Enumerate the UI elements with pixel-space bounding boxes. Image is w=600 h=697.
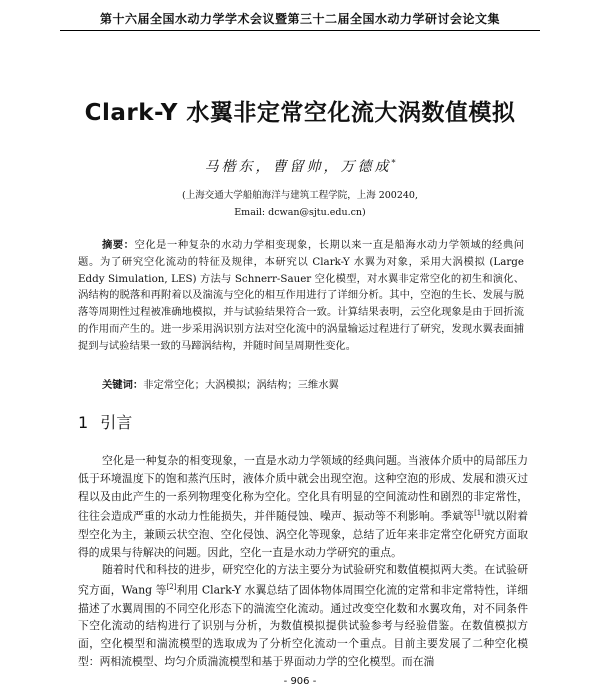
keywords (102, 376, 524, 391)
affiliation: (上海交通大学船舶海洋与建筑工程学院，上海 200240, (181, 190, 418, 201)
section-heading (78, 410, 132, 433)
corresponding-mark: * (391, 158, 396, 168)
section-number: 1 (78, 413, 89, 432)
keywords-label: 关键词： (102, 379, 144, 391)
citation-ref[interactable]: [2] (166, 583, 177, 592)
body-text (78, 452, 528, 671)
page-number: - 906 - (283, 676, 317, 687)
running-head: 第十六届全国水动力学学术会议暨第三十二届全国水动力学研讨会论文集 (60, 10, 540, 31)
abstract-label: 摘要： (102, 239, 135, 251)
keywords-text: 非定常空化；大涡模拟；涡结构；三维水翼 (143, 379, 339, 391)
paragraph-text: 就以附着型空化为主，兼顾云状空泡、空化侵蚀、涡空化等现象，总结了近年来非定常空化研究方面取得的成果与待解决的问题。因此，空化一直是水动力学研究的重点。 (78, 509, 529, 559)
paper-title: Clark-Y 水翼非定常空化流大涡数值模拟 (84, 100, 516, 126)
citation-ref[interactable]: [1] (474, 509, 484, 518)
abstract-text: 空化是一种复杂的水动力学相变现象，长期以来一直是船海水动力学领域的经典问题。为了研究空化流动的特征及规律，本研究以 Clark-Y 水翼为对象，采用大涡模拟 (Large Eddy Simulation, LES) 方法与 Schnerr-Sauer 空化模型，对水翼非定常空化的初生和演化、涡结构的脱落和再附着以及湍流与空化的相互作用进行了详细分析。其中，空泡的生长、发展与脱落等周期性过程被准确地模拟，并与试验结果符合一致。计算结果表明，云空化现象是由于回折流的作用而产生的。进一步采用涡识别方法对空化流中的涡量输运过程进行了研究，发现水翼表面捕捉到与试验结果一致的马蹄涡结构，并随时间呈周期性变化。 (78, 239, 525, 352)
author-names: 马楷东，曹留帅，万德成 (204, 159, 392, 175)
paragraph-text: 空化是一种复杂的相变现象，一直是水动力学领域的经典问题。当液体介质中的局部压力低于环境温度下的饱和蒸汽压时，液体介质中就会出现空泡。这种空泡的形成、发展和溃灭过程以及由此产生的一系列物理变化称为空化。空化具有明显的空间流动性和剧烈的非定常性，往往会造成严重的水动力性能损失，并伴随侵蚀、噪声、振动等不利影响。季斌等 (78, 454, 528, 523)
section-title: 引言 (100, 413, 133, 432)
email: Email: dcwan@sjtu.edu.cn) (234, 207, 366, 218)
abstract (78, 237, 524, 355)
paragraph (78, 561, 528, 670)
paragraph-text: 利用 Clark-Y 水翼总结了固体物体周围空化流的定常和非定常特性，详细描述了水翼周围的不同空化形态下的湍流空化流动。通过改变空化数和水翼攻角，对不同条件下空化流动的结构进行了识别与分析，为数值模拟提供试验参考与经验借鉴。在数值模拟方面，空化模型和湍流模型的选取成为了分析空化流动一个重点。目前主要发展了二种空化模型：两相流模型、均匀介质湍流模型和基于界面动力学的空化模型。而在湍 (78, 583, 528, 668)
paragraph (78, 452, 528, 561)
paragraph-text: 随着时代和科技的进步，研究空化的方法主要分为试验研究和数值模拟两大类。在试验研究方面，Wang 等 (78, 563, 528, 597)
authors (0, 156, 600, 176)
